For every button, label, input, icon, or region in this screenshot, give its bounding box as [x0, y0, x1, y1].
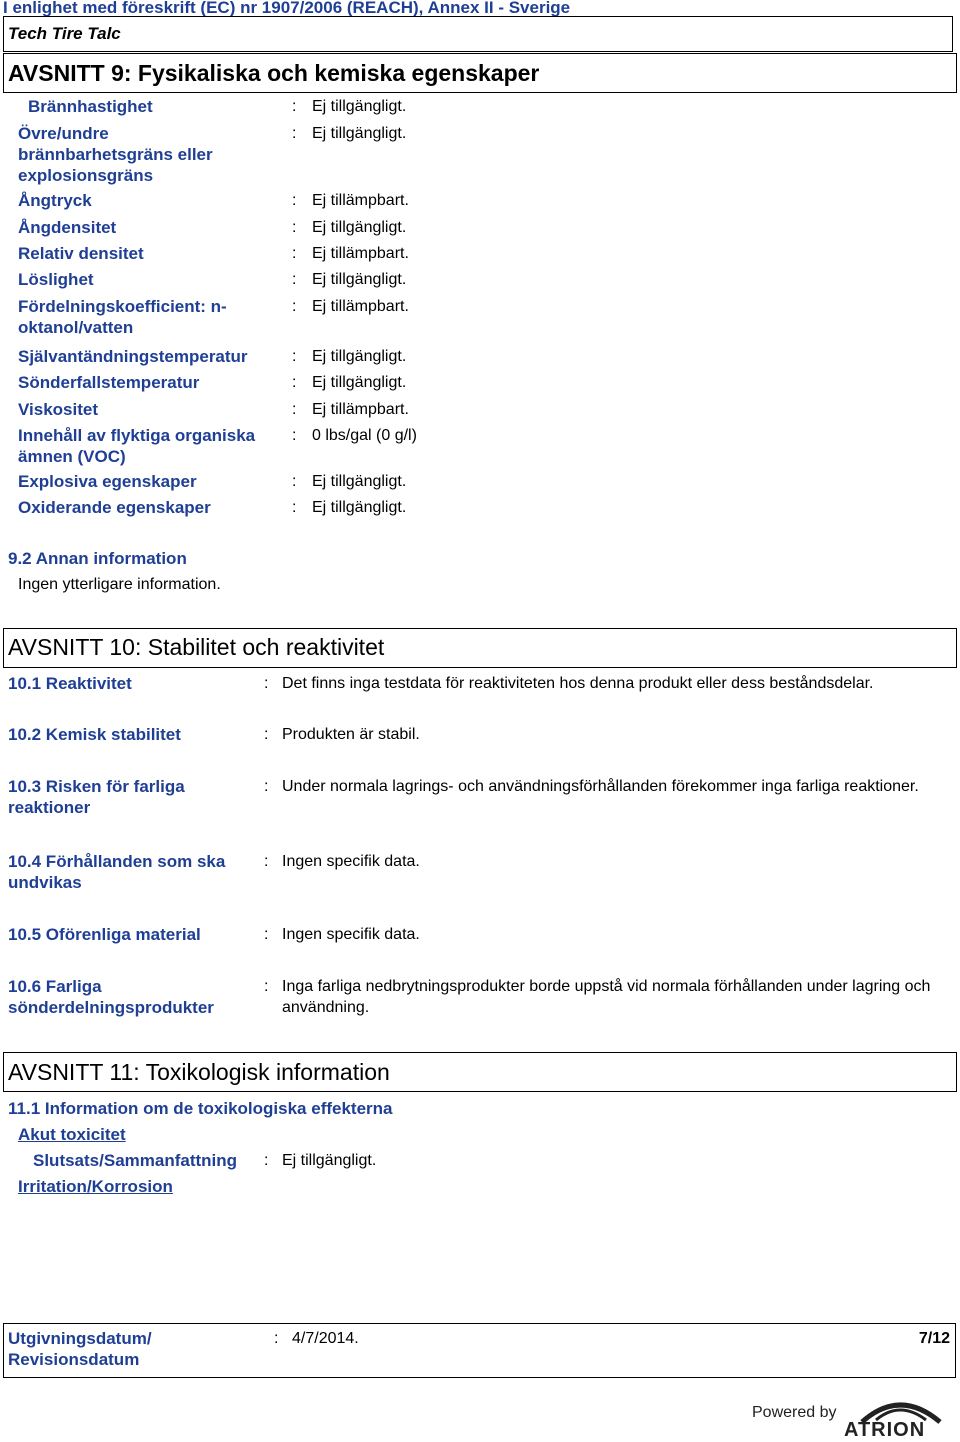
- property-value: Ej tillgängligt.: [312, 98, 407, 115]
- product-box: [3, 16, 953, 52]
- stability-colon: :: [264, 853, 269, 870]
- section9-title: AVSNITT 9: Fysikaliska och kemiska egenskaper: [8, 60, 540, 86]
- property-colon: :: [292, 271, 297, 288]
- stability-colon: :: [264, 978, 269, 995]
- issue-date-label: Utgivningsdatum/ Revisionsdatum: [8, 1329, 152, 1369]
- property-label: Ångdensitet: [18, 218, 117, 237]
- property-colon: :: [292, 499, 297, 516]
- property-label: Sönderfallstemperatur: [18, 373, 200, 392]
- property-value: Ej tillgängligt.: [312, 473, 407, 490]
- issue-date-value: 4/7/2014.: [292, 1330, 359, 1347]
- stability-colon: :: [264, 926, 269, 943]
- property-label: Relativ densitet: [18, 244, 144, 263]
- acute-toxicity-link[interactable]: Akut toxicitet: [18, 1125, 126, 1144]
- stability-colon: :: [264, 778, 269, 795]
- property-colon: :: [292, 348, 297, 365]
- property-value: Ej tillgängligt.: [312, 271, 407, 288]
- property-label: Ångtryck: [18, 191, 92, 210]
- powered-by-text: Powered by: [752, 1404, 837, 1421]
- stability-label: 10.2 Kemisk stabilitet: [8, 725, 181, 744]
- stability-value: Inga farliga nedbrytningsprodukter borde uppstå vid normala förhållanden under lagring och användning.: [282, 978, 931, 1016]
- property-colon: :: [292, 473, 297, 490]
- conclusion-label: Slutsats/Sammanfattning: [33, 1151, 238, 1170]
- property-label: Brännhastighet: [28, 97, 153, 116]
- property-value: Ej tillämpbart.: [312, 245, 409, 262]
- stability-colon: :: [264, 726, 269, 743]
- product-name: Tech Tire Talc: [8, 24, 121, 43]
- stability-label: 10.5 Oförenliga material: [8, 925, 201, 944]
- stability-label: 10.6 Farliga sönderdelningsprodukter: [8, 977, 214, 1017]
- property-colon: :: [292, 298, 297, 315]
- property-value: Ej tillgängligt.: [312, 374, 407, 391]
- property-label: Viskositet: [18, 400, 99, 419]
- property-colon: :: [292, 427, 297, 444]
- annan-information-heading: 9.2 Annan information: [8, 549, 187, 568]
- property-label: Fördelningskoefficient: n-oktanol/vatten: [18, 297, 227, 337]
- property-label: Övre/undre brännbarhetsgräns eller explosionsgräns: [18, 124, 213, 185]
- property-value: Ej tillämpbart.: [312, 192, 409, 209]
- toxicology-subheading: 11.1 Information om de toxikologiska effekterna: [8, 1099, 393, 1118]
- stability-value: Produkten är stabil.: [282, 726, 420, 743]
- section11-title: AVSNITT 11: Toxikologisk information: [8, 1059, 390, 1085]
- property-value: Ej tillämpbart.: [312, 401, 409, 418]
- conclusion-colon: :: [264, 1152, 269, 1169]
- property-value: 0 lbs/gal (0 g/l): [312, 427, 417, 444]
- property-value: Ej tillgängligt.: [312, 219, 407, 236]
- page-number: 7/12: [918, 1330, 950, 1347]
- property-colon: :: [292, 245, 297, 262]
- property-label: Löslighet: [18, 270, 94, 289]
- property-colon: :: [292, 219, 297, 236]
- property-colon: :: [292, 125, 297, 142]
- stability-value: Det finns inga testdata för reaktiviteten hos denna produkt eller dess beståndsdelar.: [282, 675, 874, 692]
- stability-value: Ingen specifik data.: [282, 853, 420, 870]
- property-colon: :: [292, 401, 297, 418]
- annan-information-text: Ingen ytterligare information.: [18, 576, 221, 593]
- property-value: Ej tillgängligt.: [312, 125, 407, 142]
- property-label: Självantändningstemperatur: [18, 347, 248, 366]
- property-value: Ej tillgängligt.: [312, 348, 407, 365]
- section10-title: AVSNITT 10: Stabilitet och reaktivitet: [8, 634, 385, 660]
- logo-text: ATRION: [844, 1419, 926, 1441]
- property-label: Innehåll av flyktiga organiska ämnen (VOC): [18, 426, 256, 466]
- stability-value: Under normala lagrings- och användningsförhållanden förekommer inga farliga reaktioner.: [282, 778, 919, 795]
- property-label: Explosiva egenskaper: [18, 472, 197, 491]
- stability-label: 10.4 Förhållanden som ska undvikas: [8, 852, 226, 892]
- footer-colon: :: [274, 1330, 279, 1347]
- property-label: Oxiderande egenskaper: [18, 498, 211, 517]
- property-value: Ej tillgängligt.: [312, 499, 407, 516]
- regulation-header: I enlighet med föreskrift (EC) nr 1907/2006 (REACH), Annex II - Sverige: [3, 0, 571, 17]
- property-colon: :: [292, 374, 297, 391]
- stability-value: Ingen specifik data.: [282, 926, 420, 943]
- conclusion-value: Ej tillgängligt.: [282, 1152, 377, 1169]
- property-value: Ej tillämpbart.: [312, 298, 409, 315]
- property-colon: :: [292, 98, 297, 115]
- irritation-corrosion-link[interactable]: Irritation/Korrosion: [18, 1177, 173, 1196]
- property-colon: :: [292, 192, 297, 209]
- stability-colon: :: [264, 675, 269, 692]
- stability-label: 10.1 Reaktivitet: [8, 674, 132, 693]
- stability-label: 10.3 Risken för farliga reaktioner: [8, 777, 185, 817]
